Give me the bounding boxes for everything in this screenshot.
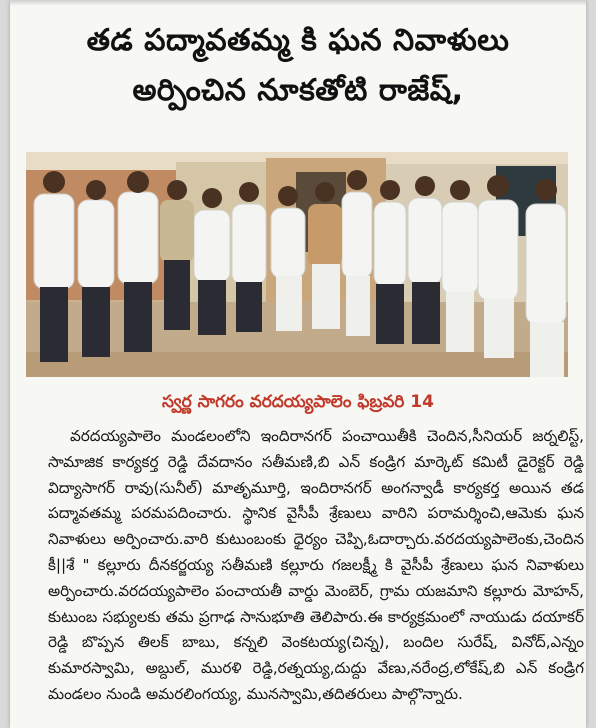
article-paragraph: వరదయ్యపాలెం మండలంలోని ఇందిరానగర్ పంచాయితీకి చెందిన,సీనియర్ జర్నలిస్ట్, సామాజిక కార్యకర్త రెడ్డి దేవదానం సతీమణి,బి ఎన్ కండ్రిగ మార్కెట్ కమిటీ డైరెక్టర్ రెడ్డి విద్యాసాగర్ రావు(సునీల్) మాతృమూర్తి, ఇందిరానగర్ అంగన్వాడీ కార్యకర్త అయిన తడ పద్మావతమ్మ పరమపదించారు. స్థానిక వైసీపీ శ్రేణులు వారిని పరామర్శించి,ఆమెకు ఘన నివాళులు అర్పించారు.వారి కుటుంబంకు ధైర్యం చెప్పి,ఓదార్చారు.వరదయ్యపాలెంకు,చెందిన కీ||శే " కల్లూరు దీనకర్జయ్య సతీమణి కల్లూరు గజలక్ష్మీ కి వైసీపీ శ్రేణులు ఘన నివాళులు అర్పించారు.వరదయ్యపాలెం పంచాయతీ వార్డు మెంబెర్, గ్రామ యజమాని కల్లూరు మోహన్, కుటుంబ సభ్యులకు తమ ప్రగాఢ సానుభూతి తెలిపారు.ఈ కార్యక్రమంలో నాయుడు దయాకర్ రెడ్డి బొప్పన తిలక్ బాబు, కన్నలి వెంకటయ్య(చిన్న), బందిల సురేష్, వినోద్,ఎన్నం కుమారస్వామి, అబ్దుల్, మురళి రెడ్డి,రత్నయ్య,దుద్దు వేణు,నరేంద్ర,లోకేష్,బి ఎన్ కండ్రిగ మండలం నుండి అమరలింగయ్య, మునస్వామి,తదితరులు పాల్గొన్నారు. xyxy=(48,427,584,703)
top-rule xyxy=(10,0,586,6)
headline-line-2: అర్పించిన నూకతోటి రాజేష్, xyxy=(132,73,464,108)
group-photo-image xyxy=(26,152,568,377)
group-photo xyxy=(26,152,568,377)
dateline: స్వర్ణ సాగరం వరదయ్యపాలెం ఫిబ్రవరి 14 xyxy=(162,392,434,412)
article-body xyxy=(48,424,584,708)
headline xyxy=(20,16,576,116)
headline-line-1: తడ పద్మావతమ్మ కి ఘన నివాళులు xyxy=(86,23,510,58)
